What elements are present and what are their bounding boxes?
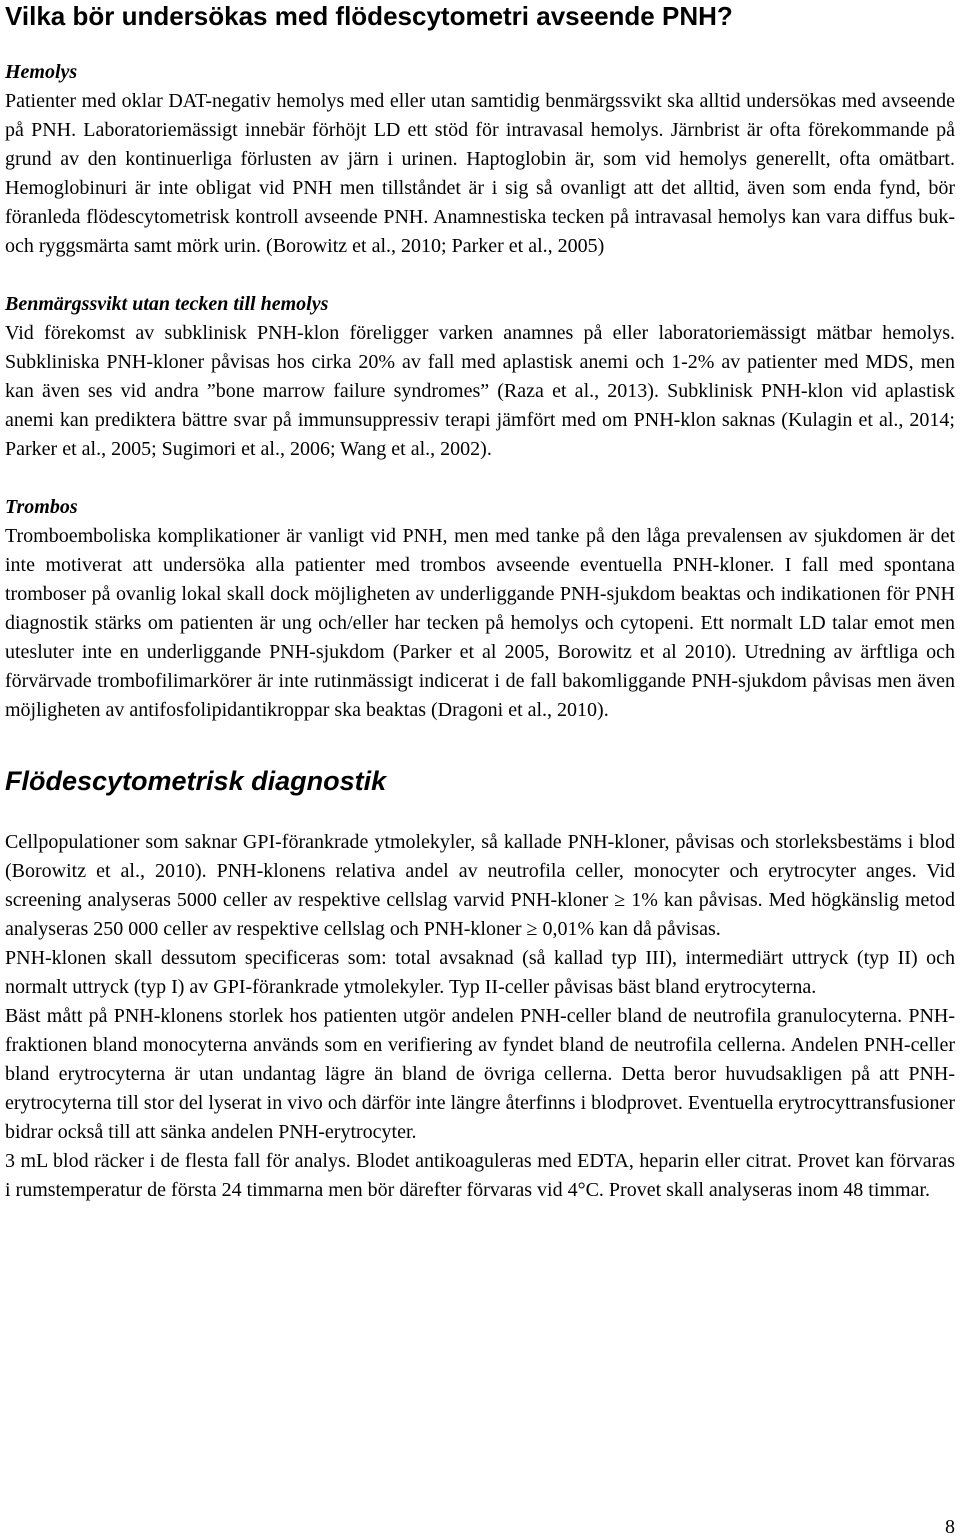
paragraph-benmargssvikt: Vid förekomst av subklinisk PNH-klon föreligger varken anamnes på eller laboratoriemässigt mätbar hemolys. Subkliniska PNH-kloner påvisas hos cirka 20% av fall med aplastisk anemi och 1-2% av patienter med MDS, men kan även ses vid andra ”bone marrow failure syndromes” (Raza et al., 2013). Subklinisk PNH-klon vid aplastisk anemi kan prediktera bättre svar på immunsuppressiv terapi jämfört med om PNH-klon saknas (Kulagin et al., 2014; Parker et al., 2005; Sugimori et al., 2006; Wang et al., 2002). bbox=[5, 322, 955, 460]
section-heading-benmargssvikt: Benmärgssvikt utan tecken till hemolys bbox=[5, 293, 329, 315]
document-page bbox=[5, 0, 955, 1205]
paragraph-diagnostik-3: Bäst mått på PNH-klonens storlek hos patienten utgör andelen PNH-celler bland de neutrofila granulocyterna. PNH-fraktionen bland monocyterna används som en verifiering av fyndet bland de neutrofila cellerna. Andelen PNH-celler bland erytrocyterna är utan undantag lägre än bland de övriga cellerna. Detta beror huvudsakligen på att PNH-erytrocyterna till stor del lyserat in vivo och därför inte längre återfinns i blodprovet. Eventuella erytrocyttransfusioner bidrar också till att sänka andelen PNH-erytrocyter. bbox=[5, 1005, 955, 1143]
section-heading-hemolys: Hemolys bbox=[5, 61, 78, 83]
page-title: Vilka bör undersökas med flödescytometri avseende PNH? bbox=[5, 1, 733, 31]
paragraph-trombos: Tromboemboliska komplikationer är vanligt vid PNH, men med tanke på den låga prevalensen av sjukdomen är det inte motiverat att undersöka alla patienter med trombos avseende eventuella PNH-kloner. I fall med spontana tromboser på ovanlig lokal skall dock möjligheten av underliggande PNH-sjukdom beaktas och indikationen för PNH diagnostik stärks om patienten är ung och/eller har tecken på hemolys och cytopeni. Ett normalt LD talar emot men utesluter inte en underliggande PNH-sjukdom (Parker et al 2005, Borowitz et al 2010). Utredning av ärftliga och förvärvade trombofilimarkörer är inte rutinmässigt indicerat i de fall bakomliggande PNH-sjukdom påvisas men även möjligheten av antifosfolipidantikroppar ska beaktas (Dragoni et al., 2010). bbox=[5, 525, 955, 721]
page-number: 8 bbox=[945, 1516, 955, 1538]
paragraph-diagnostik-4: 3 mL blod räcker i de flesta fall för analys. Blodet antikoaguleras med EDTA, heparin eller citrat. Provet kan förvaras i rumstemperatur de första 24 timmarna men bör därefter förvaras vid 4°C. Provet skall analyseras inom 48 timmar. bbox=[5, 1150, 955, 1201]
paragraph-diagnostik-1: Cellpopulationer som saknar GPI-förankrade ytmolekyler, så kallade PNH-kloner, påvisas och storleksbestäms i blod (Borowitz et al., 2010). PNH-klonens relativa andel av neutrofila celler, monocyter och erytrocyter anges. Vid screening analyseras 5000 celler av respektive cellslag varvid PNH-kloner ≥ 1% kan påvisas. Med högkänslig metod analyseras 250 000 celler av respektive cellslag och PNH-kloner ≥ 0,01% kan då påvisas. bbox=[5, 831, 955, 940]
section-heading-trombos: Trombos bbox=[5, 496, 78, 518]
paragraph-hemolys: Patienter med oklar DAT-negativ hemolys med eller utan samtidig benmärgssvikt ska alltid undersökas med avseende på PNH. Laboratoriemässigt innebär förhöjt LD ett stöd för intravasal hemolys. Järnbrist är ofta förekommande på grund av den kontinuerliga förlusten av järn i urinen. Haptoglobin är, som vid hemolys generellt, ofta omätbart. Hemoglobinuri är inte obligat vid PNH men tillståndet är i sig så ovanligt att det alltid, även som enda fynd, bör föranleda flödescytometrisk kontroll avseende PNH. Anamnestiska tecken på intravasal hemolys kan vara diffus buk- och ryggsmärta samt mörk urin. (Borowitz et al., 2010; Parker et al., 2005) bbox=[5, 90, 955, 257]
paragraph-diagnostik-2: PNH-klonen skall dessutom specificeras som: total avsaknad (så kallad typ III), intermediärt uttryck (typ II) och normalt uttryck (typ I) av GPI-förankrade ytmolekyler. Typ II-celler påvisas bäst bland erytrocyterna. bbox=[5, 947, 955, 998]
section-title-diagnostik: Flödescytometrisk diagnostik bbox=[5, 766, 387, 796]
